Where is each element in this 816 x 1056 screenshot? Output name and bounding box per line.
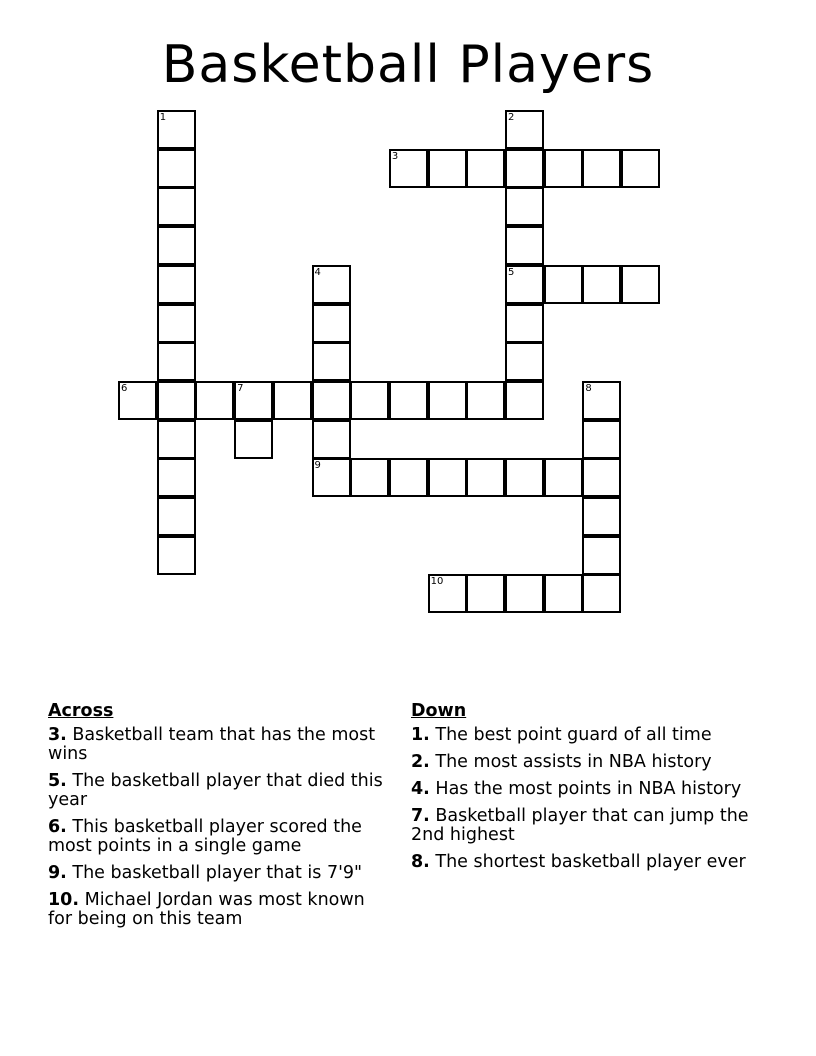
clue-item bbox=[411, 853, 751, 872]
grid-cell[interactable] bbox=[273, 381, 312, 420]
clue-number-label: 4 bbox=[314, 266, 321, 278]
clue-item bbox=[411, 780, 751, 799]
clues-across bbox=[48, 702, 388, 937]
grid-cell[interactable] bbox=[582, 381, 621, 420]
grid-cell[interactable] bbox=[505, 226, 544, 265]
clue-item-number: 8. bbox=[411, 852, 430, 872]
grid-cell[interactable] bbox=[157, 458, 196, 497]
clue-number-label: 9 bbox=[314, 460, 321, 472]
grid-cell[interactable] bbox=[389, 149, 428, 188]
grid-cell[interactable] bbox=[466, 574, 505, 613]
grid-cell[interactable] bbox=[544, 265, 583, 304]
grid-cell[interactable] bbox=[582, 149, 621, 188]
grid-cell[interactable] bbox=[621, 149, 660, 188]
clue-number-label: 10 bbox=[430, 576, 444, 588]
clue-item-number: 9. bbox=[48, 863, 67, 883]
clue-item-number: 10. bbox=[48, 890, 80, 910]
grid-cell[interactable] bbox=[505, 458, 544, 497]
clue-item-text: Has the most points in NBA history bbox=[435, 779, 742, 799]
grid-cell[interactable] bbox=[505, 110, 544, 149]
grid-cell[interactable] bbox=[505, 342, 544, 381]
clue-item-number: 3. bbox=[48, 725, 67, 745]
grid-cell[interactable] bbox=[466, 381, 505, 420]
grid-cell[interactable] bbox=[505, 574, 544, 613]
grid-cell[interactable] bbox=[157, 497, 196, 536]
clue-item bbox=[411, 807, 751, 845]
grid-cell[interactable] bbox=[389, 381, 428, 420]
grid-cell[interactable] bbox=[582, 497, 621, 536]
grid-cell[interactable] bbox=[234, 420, 273, 459]
clue-item bbox=[411, 753, 751, 772]
grid-cell[interactable] bbox=[157, 149, 196, 188]
grid-cell[interactable] bbox=[312, 342, 351, 381]
grid-cell[interactable] bbox=[157, 536, 196, 575]
clue-item bbox=[48, 864, 388, 883]
grid-cell[interactable] bbox=[234, 381, 273, 420]
grid-cell[interactable] bbox=[582, 536, 621, 575]
grid-cell[interactable] bbox=[582, 574, 621, 613]
grid-cell[interactable] bbox=[505, 187, 544, 226]
grid-cell[interactable] bbox=[157, 304, 196, 343]
clue-item bbox=[48, 818, 388, 856]
grid-cell[interactable] bbox=[505, 265, 544, 304]
clue-item-text: Basketball player that can jump the 2nd highest bbox=[411, 806, 749, 845]
clue-item-number: 4. bbox=[411, 779, 430, 799]
clue-item bbox=[48, 772, 388, 810]
grid-cell[interactable] bbox=[621, 265, 660, 304]
clue-number-label: 8 bbox=[585, 382, 592, 394]
clue-number-label: 3 bbox=[391, 150, 399, 162]
grid-cell[interactable] bbox=[505, 304, 544, 343]
grid-cell[interactable] bbox=[544, 574, 583, 613]
clue-number-label: 1 bbox=[159, 112, 167, 123]
grid-cell[interactable] bbox=[505, 149, 544, 188]
grid-cell[interactable] bbox=[157, 420, 196, 459]
clue-item-number: 5. bbox=[48, 771, 67, 791]
grid-cell[interactable] bbox=[157, 381, 196, 420]
clue-item-number: 7. bbox=[411, 806, 430, 826]
clue-item-text: The basketball player that is 7'9" bbox=[72, 863, 363, 883]
grid-cell[interactable] bbox=[157, 265, 196, 304]
clue-item-text: The basketball player that died this year bbox=[48, 771, 383, 810]
clue-item-text: The best point guard of all time bbox=[435, 725, 712, 745]
clue-item-number: 2. bbox=[411, 752, 430, 772]
clue-item-text: Basketball team that has the most wins bbox=[48, 725, 376, 764]
grid-cell[interactable] bbox=[157, 187, 196, 226]
grid-cell[interactable] bbox=[312, 458, 351, 497]
clue-number-label: 6 bbox=[121, 382, 128, 394]
clues-down bbox=[411, 702, 751, 880]
grid-cell[interactable] bbox=[389, 458, 428, 497]
grid-cell[interactable] bbox=[195, 381, 234, 420]
grid-cell[interactable] bbox=[312, 304, 351, 343]
clue-number-label: 7 bbox=[237, 382, 244, 394]
grid-cell[interactable] bbox=[466, 458, 505, 497]
grid-cell[interactable] bbox=[428, 149, 467, 188]
grid-cell[interactable] bbox=[157, 226, 196, 265]
across-heading: Across bbox=[48, 701, 114, 721]
clue-number-label: 5 bbox=[508, 266, 515, 278]
grid-cell[interactable] bbox=[544, 458, 583, 497]
clue-item-text: The shortest basketball player ever bbox=[435, 852, 746, 872]
grid-cell[interactable] bbox=[582, 458, 621, 497]
grid-cell[interactable] bbox=[466, 149, 505, 188]
clue-item bbox=[48, 726, 388, 764]
clue-item-text: This basketball player scored the most points in a single game bbox=[48, 817, 362, 856]
grid-cell[interactable] bbox=[544, 149, 583, 188]
down-heading: Down bbox=[411, 701, 467, 721]
clue-item bbox=[48, 891, 388, 929]
clue-item bbox=[411, 726, 751, 745]
clue-item-number: 1. bbox=[411, 725, 430, 745]
clue-number-label: 2 bbox=[508, 112, 515, 123]
clue-item-text: The most assists in NBA history bbox=[435, 752, 712, 772]
grid-cell[interactable] bbox=[312, 265, 351, 304]
grid-cell[interactable] bbox=[312, 420, 351, 459]
page-title: Basketball Players bbox=[161, 35, 655, 95]
grid-cell[interactable] bbox=[428, 458, 467, 497]
grid-cell[interactable] bbox=[157, 342, 196, 381]
clue-item-number: 6. bbox=[48, 817, 67, 837]
grid-cell[interactable] bbox=[312, 381, 351, 420]
grid-cell[interactable] bbox=[428, 574, 467, 613]
grid-cell[interactable] bbox=[428, 381, 467, 420]
clue-item-text: Michael Jordan was most known for being on this team bbox=[48, 890, 365, 929]
grid-cell[interactable] bbox=[350, 381, 389, 420]
grid-cell[interactable] bbox=[582, 420, 621, 459]
grid-cell[interactable] bbox=[118, 381, 157, 420]
grid-cell[interactable] bbox=[582, 265, 621, 304]
grid-cell[interactable] bbox=[505, 381, 544, 420]
grid-cell[interactable] bbox=[350, 458, 389, 497]
grid-cell[interactable] bbox=[157, 110, 196, 149]
